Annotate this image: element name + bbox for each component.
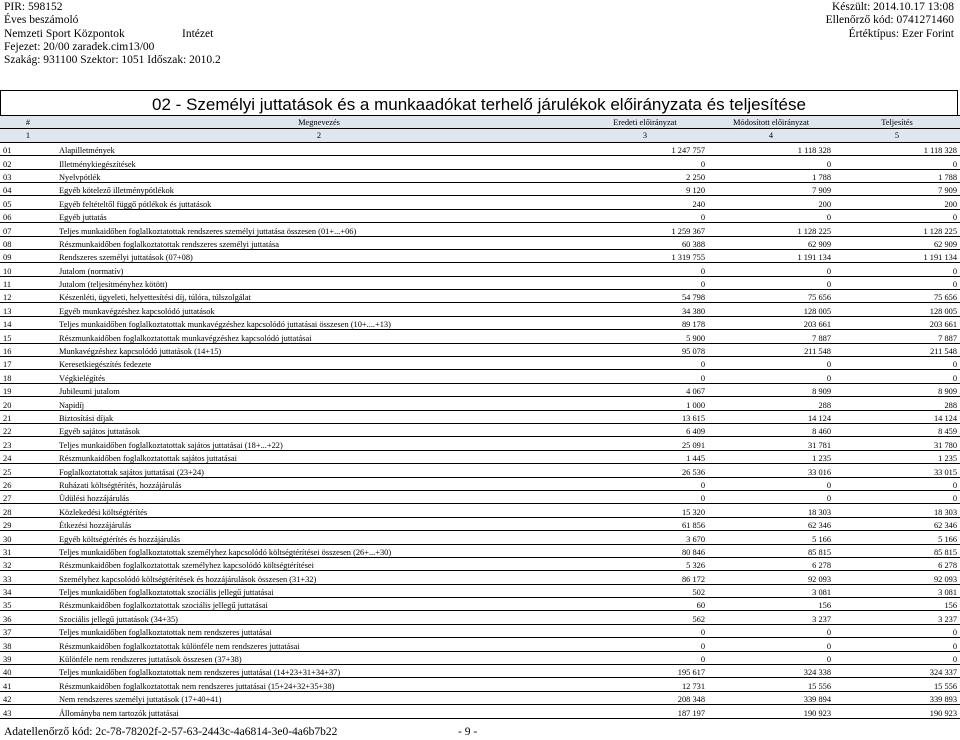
row-original: 25 091 (582, 437, 708, 450)
row-original: 3 670 (582, 531, 708, 544)
row-id: 19 (0, 383, 56, 396)
row-original: 208 348 (582, 691, 708, 704)
row-original: 0 (582, 357, 708, 370)
row-modified: 0 (708, 638, 834, 651)
row-original: 187 197 (582, 705, 708, 718)
table-row (0, 196, 960, 209)
column-number-row (0, 129, 960, 142)
row-modified: 0 (708, 651, 834, 664)
row-name: Készenléti, ügyeleti, helyettesítési díj, túlóra, túlszolgálat (56, 290, 582, 303)
table-row (0, 276, 960, 289)
row-name: Részmunkaidőben foglalkoztatottak rendszeres személyi juttatása (56, 236, 582, 249)
row-actual: 1 191 134 (834, 249, 960, 262)
table-row (0, 678, 960, 691)
table-row (0, 557, 960, 570)
row-actual: 33 015 (834, 464, 960, 477)
row-name: Jutalom (teljesítményhez kötött) (56, 276, 582, 289)
row-name: Teljes munkaidőben foglalkoztatottak munkavégzéshez kapcsolódó juttatásai összesen (10+....+13) (56, 316, 582, 329)
row-actual: 8 909 (834, 383, 960, 396)
row-original: 5 900 (582, 330, 708, 343)
table-row (0, 450, 960, 463)
row-id: 03 (0, 169, 56, 182)
institution-type-label: Intézet (182, 27, 214, 40)
row-name: Személyhez kapcsolódó költségtérítések és hozzájárulások összesen (31+32) (56, 571, 582, 584)
table-row (0, 490, 960, 503)
row-modified: 0 (708, 209, 834, 222)
table-row (0, 182, 960, 195)
row-original: 60 (582, 598, 708, 611)
table-row (0, 209, 960, 222)
row-name: Részmunkaidőben foglalkoztatottak nem rendszeres juttatásai (15+24+32+35+38) (56, 678, 582, 691)
row-modified: 0 (708, 276, 834, 289)
row-id: 20 (0, 397, 56, 410)
row-modified: 288 (708, 397, 834, 410)
row-name: Részmunkaidőben foglalkoztatottak szociális jellegű juttatásai (56, 598, 582, 611)
row-original: 0 (582, 651, 708, 664)
row-actual: 3 237 (834, 611, 960, 624)
row-name: Egyéb kötelező illetménypótlékok (56, 182, 582, 195)
row-id: 09 (0, 249, 56, 262)
row-original: 13 615 (582, 410, 708, 423)
col-header-name: Megnevezés (56, 116, 582, 129)
row-name: Teljes munkaidőben foglalkoztatottak nem rendszeres juttatásai (14+23+31+34+37) (56, 665, 582, 678)
row-modified: 0 (708, 357, 834, 370)
row-id: 17 (0, 357, 56, 370)
row-original: 0 (582, 370, 708, 383)
row-actual: 0 (834, 276, 960, 289)
row-modified: 3 237 (708, 611, 834, 624)
table-row (0, 504, 960, 517)
row-id: 42 (0, 691, 56, 704)
row-original: 562 (582, 611, 708, 624)
row-actual: 5 166 (834, 531, 960, 544)
table-header-row (0, 116, 960, 129)
sector-label: Szakág: 931100 Szektor: 1051 Időszak: 2010.2 (4, 54, 221, 67)
row-actual: 6 278 (834, 557, 960, 570)
table-row (0, 611, 960, 624)
row-name: Egyéb költségtérítés és hozzájárulás (56, 531, 582, 544)
row-original: 60 388 (582, 236, 708, 249)
row-original: 0 (582, 209, 708, 222)
row-actual: 85 815 (834, 544, 960, 557)
row-original: 0 (582, 477, 708, 490)
row-name: Üdülési hozzájárulás (56, 490, 582, 503)
row-modified: 33 016 (708, 464, 834, 477)
row-id: 10 (0, 263, 56, 276)
row-modified: 0 (708, 490, 834, 503)
page-number: - 9 - (458, 726, 478, 738)
row-actual: 0 (834, 624, 960, 637)
row-id: 43 (0, 705, 56, 718)
row-id: 37 (0, 624, 56, 637)
row-original: 195 617 (582, 665, 708, 678)
row-name: Teljes munkaidőben foglalkoztatottak szociális jellegű juttatásai (56, 584, 582, 597)
row-original: 1 319 755 (582, 249, 708, 262)
row-actual: 62 346 (834, 517, 960, 530)
row-actual: 190 923 (834, 705, 960, 718)
table-row (0, 263, 960, 276)
row-name: Teljes munkaidőben foglalkoztatottak személyhez kapcsolódó költségtérítései összesen (26+...+30) (56, 544, 582, 557)
row-original: 95 078 (582, 343, 708, 356)
row-id: 31 (0, 544, 56, 557)
chapter-label: Fejezet: 20/00 zaradek.cim13/00 (4, 40, 155, 53)
row-original: 15 320 (582, 504, 708, 517)
table-row (0, 343, 960, 356)
row-id: 21 (0, 410, 56, 423)
row-original: 5 326 (582, 557, 708, 570)
value-type-label: Értéktípus: Ezer Forint (848, 27, 954, 40)
row-original: 1 445 (582, 450, 708, 463)
row-name: Különféle nem rendszeres juttatások összesen (37+38) (56, 651, 582, 664)
row-name: Egyéb feltételtől függő pótlékok és juttatások (56, 196, 582, 209)
row-original: 2 250 (582, 169, 708, 182)
row-name: Egyéb munkavégzéshez kapcsolódó juttatások (56, 303, 582, 316)
row-actual: 1 118 328 (834, 142, 960, 155)
row-name: Biztosítási díjak (56, 410, 582, 423)
row-modified: 190 923 (708, 705, 834, 718)
row-actual: 7 887 (834, 330, 960, 343)
row-original: 26 536 (582, 464, 708, 477)
row-name: Jutalom (normatív) (56, 263, 582, 276)
row-actual: 0 (834, 357, 960, 370)
row-actual: 1 128 225 (834, 223, 960, 236)
row-actual: 128 005 (834, 303, 960, 316)
row-modified: 14 124 (708, 410, 834, 423)
row-name: Alapilletmények (56, 142, 582, 155)
row-actual: 0 (834, 638, 960, 651)
row-actual: 1 235 (834, 450, 960, 463)
row-modified: 211 548 (708, 343, 834, 356)
table-row (0, 330, 960, 343)
table-row (0, 705, 960, 718)
check-code-label: Ellenőrző kód: 0741271460 (825, 14, 954, 27)
table-row (0, 156, 960, 169)
row-id: 14 (0, 316, 56, 329)
row-actual: 0 (834, 490, 960, 503)
row-modified: 1 788 (708, 169, 834, 182)
row-original: 0 (582, 490, 708, 503)
row-original: 1 259 367 (582, 223, 708, 236)
row-modified: 200 (708, 196, 834, 209)
row-id: 25 (0, 464, 56, 477)
row-name: Részmunkaidőben foglalkoztatottak különféle nem rendszeres juttatásai (56, 638, 582, 651)
row-actual: 92 093 (834, 571, 960, 584)
row-original: 0 (582, 638, 708, 651)
row-id: 23 (0, 437, 56, 450)
row-name: Étkezési hozzájárulás (56, 517, 582, 530)
table-row (0, 544, 960, 557)
row-actual: 1 788 (834, 169, 960, 182)
row-name: Egyéb juttatás (56, 209, 582, 222)
table-row (0, 531, 960, 544)
row-actual: 14 124 (834, 410, 960, 423)
row-name: Nem rendszeres személyi juttatások (17+40+41) (56, 691, 582, 704)
table-row (0, 383, 960, 396)
row-id: 05 (0, 196, 56, 209)
row-original: 89 178 (582, 316, 708, 329)
row-name: Egyéb sajátos juttatások (56, 423, 582, 436)
row-original: 502 (582, 584, 708, 597)
col-number: 1 (0, 129, 56, 142)
row-id: 04 (0, 182, 56, 195)
row-original: 0 (582, 276, 708, 289)
row-id: 01 (0, 142, 56, 155)
row-name: Közlekedési költségtérítés (56, 504, 582, 517)
table-row (0, 477, 960, 490)
row-id: 27 (0, 490, 56, 503)
row-id: 06 (0, 209, 56, 222)
table-row (0, 665, 960, 678)
row-name: Jubileumi jutalom (56, 383, 582, 396)
row-id: 12 (0, 290, 56, 303)
row-actual: 288 (834, 397, 960, 410)
row-id: 40 (0, 665, 56, 678)
row-original: 80 846 (582, 544, 708, 557)
row-original: 4 067 (582, 383, 708, 396)
row-id: 13 (0, 303, 56, 316)
row-original: 1 000 (582, 397, 708, 410)
row-name: Munkavégzéshez kapcsolódó juttatások (14+15) (56, 343, 582, 356)
row-actual: 0 (834, 209, 960, 222)
col-number: 5 (834, 129, 960, 142)
row-name: Végkielégítés (56, 370, 582, 383)
row-modified: 85 815 (708, 544, 834, 557)
row-name: Részmunkaidőben foglalkoztatottak személyhez kapcsolódó költségtérítései (56, 557, 582, 570)
row-name: Napidíj (56, 397, 582, 410)
row-modified: 8 460 (708, 423, 834, 436)
row-actual: 62 909 (834, 236, 960, 249)
table-row (0, 370, 960, 383)
row-name: Állományba nem tartozók juttatásai (56, 705, 582, 718)
row-original: 0 (582, 156, 708, 169)
row-original: 61 856 (582, 517, 708, 530)
row-original: 86 172 (582, 571, 708, 584)
row-id: 30 (0, 531, 56, 544)
row-modified: 324 338 (708, 665, 834, 678)
row-modified: 0 (708, 370, 834, 383)
row-original: 9 120 (582, 182, 708, 195)
row-modified: 156 (708, 598, 834, 611)
table-body (0, 142, 960, 718)
row-modified: 0 (708, 263, 834, 276)
row-actual: 211 548 (834, 343, 960, 356)
row-actual: 7 909 (834, 182, 960, 195)
table-row (0, 624, 960, 637)
row-id: 41 (0, 678, 56, 691)
table-row (0, 638, 960, 651)
table-row (0, 691, 960, 704)
row-actual: 0 (834, 156, 960, 169)
row-actual: 3 081 (834, 584, 960, 597)
row-actual: 156 (834, 598, 960, 611)
institution-label: Nemzeti Sport Központok (4, 27, 125, 40)
row-modified: 92 093 (708, 571, 834, 584)
row-id: 36 (0, 611, 56, 624)
col-header-actual: Teljesítés (834, 116, 960, 129)
row-modified: 31 781 (708, 437, 834, 450)
col-number: 4 (708, 129, 834, 142)
row-actual: 31 780 (834, 437, 960, 450)
col-header-id: # (0, 116, 56, 129)
row-id: 33 (0, 571, 56, 584)
table-row (0, 316, 960, 329)
row-modified: 1 191 134 (708, 249, 834, 262)
row-actual: 203 661 (834, 316, 960, 329)
row-modified: 0 (708, 624, 834, 637)
table-row (0, 236, 960, 249)
row-modified: 1 128 225 (708, 223, 834, 236)
table-row (0, 290, 960, 303)
row-actual: 0 (834, 370, 960, 383)
row-id: 32 (0, 557, 56, 570)
budget-table (0, 115, 960, 719)
row-name: Részmunkaidőben foglalkoztatottak munkavégzéshez kapcsolódó juttatásai (56, 330, 582, 343)
table-title: 02 - Személyi juttatások és a munkaadókat terhelő járulékok előirányzata és teljesítése (0, 90, 958, 116)
row-original: 0 (582, 624, 708, 637)
row-actual: 15 556 (834, 678, 960, 691)
row-original: 240 (582, 196, 708, 209)
row-id: 22 (0, 423, 56, 436)
col-number: 2 (56, 129, 582, 142)
row-id: 15 (0, 330, 56, 343)
row-name: Illetménykiegészítések (56, 156, 582, 169)
col-number: 3 (582, 129, 708, 142)
row-modified: 15 556 (708, 678, 834, 691)
row-id: 35 (0, 598, 56, 611)
table-row (0, 423, 960, 436)
row-actual: 339 893 (834, 691, 960, 704)
row-name: Nyelvpótlék (56, 169, 582, 182)
row-id: 38 (0, 638, 56, 651)
row-modified: 1 118 328 (708, 142, 834, 155)
row-original: 34 380 (582, 303, 708, 316)
row-modified: 8 909 (708, 383, 834, 396)
row-modified: 75 656 (708, 290, 834, 303)
report-header-right (826, 1, 954, 41)
table-row (0, 571, 960, 584)
row-name: Rendszeres személyi juttatások (07+08) (56, 249, 582, 262)
table-row (0, 517, 960, 530)
row-modified: 1 235 (708, 450, 834, 463)
row-modified: 339 894 (708, 691, 834, 704)
created-label: Készült: 2014.10.17 13:08 (831, 1, 954, 13)
table-row (0, 437, 960, 450)
row-name: Szociális jellegű juttatások (34+35) (56, 611, 582, 624)
table-row (0, 584, 960, 597)
row-actual: 200 (834, 196, 960, 209)
col-header-modified: Módosított előirányzat (708, 116, 834, 129)
row-actual: 75 656 (834, 290, 960, 303)
table-row (0, 651, 960, 664)
row-modified: 7 909 (708, 182, 834, 195)
table-row (0, 249, 960, 262)
row-id: 02 (0, 156, 56, 169)
row-modified: 5 166 (708, 531, 834, 544)
row-id: 28 (0, 504, 56, 517)
row-original: 0 (582, 263, 708, 276)
row-original: 12 731 (582, 678, 708, 691)
row-id: 39 (0, 651, 56, 664)
row-name: Részmunkaidőben foglalkoztatottak sajátos juttatásai (56, 450, 582, 463)
row-original: 1 247 757 (582, 142, 708, 155)
row-name: Foglalkoztatottak sajátos juttatásai (23+24) (56, 464, 582, 477)
row-modified: 0 (708, 477, 834, 490)
footer-check-code: Adatellenőrző kód: 2c-78-78202f-2-57-63-2443c-4a6814-3e0-4a6b7b22 (4, 726, 338, 738)
col-header-original: Eredeti előirányzat (582, 116, 708, 129)
row-modified: 3 081 (708, 584, 834, 597)
row-actual: 0 (834, 477, 960, 490)
row-actual: 8 459 (834, 423, 960, 436)
row-modified: 0 (708, 156, 834, 169)
row-modified: 7 887 (708, 330, 834, 343)
row-modified: 62 346 (708, 517, 834, 530)
row-id: 26 (0, 477, 56, 490)
row-id: 34 (0, 584, 56, 597)
table-row (0, 223, 960, 236)
row-name: Teljes munkaidőben foglalkoztatottak nem rendszeres juttatásai (56, 624, 582, 637)
row-id: 11 (0, 276, 56, 289)
row-id: 08 (0, 236, 56, 249)
row-name: Keresetkiegészítés fedezete (56, 357, 582, 370)
row-modified: 128 005 (708, 303, 834, 316)
row-modified: 6 278 (708, 557, 834, 570)
table-row (0, 357, 960, 370)
row-actual: 0 (834, 263, 960, 276)
table-row (0, 303, 960, 316)
row-name: Teljes munkaidőben foglalkoztatottak sajátos juttatásai (18+...+22) (56, 437, 582, 450)
table-row (0, 169, 960, 182)
row-name: Teljes munkaidőben foglalkoztatottak rendszeres személyi juttatása összesen (01+...+06) (56, 223, 582, 236)
row-id: 29 (0, 517, 56, 530)
row-modified: 18 303 (708, 504, 834, 517)
pir-label: PIR: 598152 (4, 1, 63, 13)
row-original: 6 409 (582, 423, 708, 436)
table-row (0, 142, 960, 155)
table-row (0, 397, 960, 410)
table-row (0, 410, 960, 423)
table-row (0, 598, 960, 611)
row-actual: 324 337 (834, 665, 960, 678)
table-row (0, 464, 960, 477)
row-modified: 62 909 (708, 236, 834, 249)
row-actual: 0 (834, 651, 960, 664)
row-name: Ruházati költségtérítés, hozzájárulás (56, 477, 582, 490)
row-modified: 203 661 (708, 316, 834, 329)
row-id: 07 (0, 223, 56, 236)
row-id: 18 (0, 370, 56, 383)
row-id: 16 (0, 343, 56, 356)
row-original: 54 798 (582, 290, 708, 303)
report-type-label: Éves beszámoló (4, 14, 79, 27)
row-id: 24 (0, 450, 56, 463)
row-actual: 18 303 (834, 504, 960, 517)
